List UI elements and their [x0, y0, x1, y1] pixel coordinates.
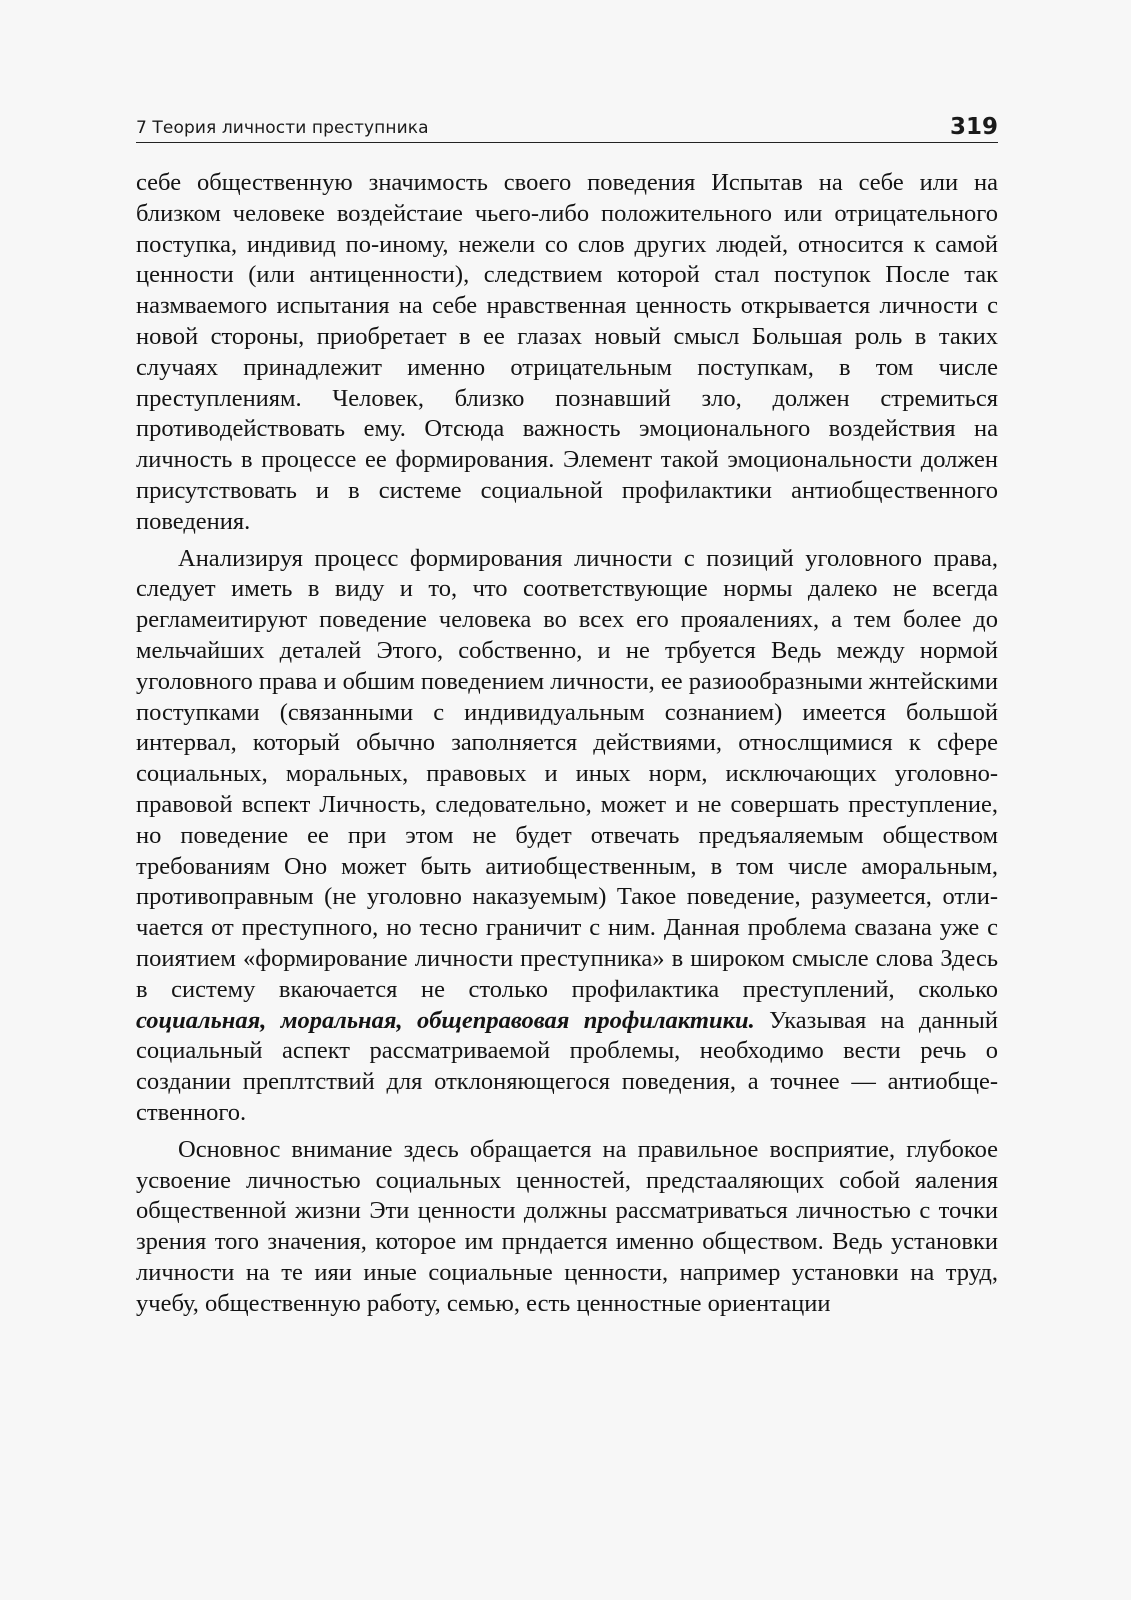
chapter-title: 7 Теория личности преступника [136, 118, 429, 138]
paragraph-2-end: Указывая на данный социальный аспект рассматриваемой проблемы, необходимо вести речь о создании преплтствий для отклоняющегося поведения, а точнее — антиобщественного. [136, 1006, 998, 1126]
running-header [136, 112, 998, 143]
paragraph-2 [136, 544, 998, 1129]
paragraph-1: себе общественную значимость своего поведения Испытав на себе или на близком человеке воздейстаие чьего-либо положительного или отрицательного поступка, индивид по-иному, нежели со слов других людей, относится к самой ценности (или антиценности), следствием которой стал поступок После так назмваемого испытания на себе нравственная ценность открывается личности с новой стороны, приобретает в ее глазах новый смысл Большая роль в таких случаях принадлежит именно отрицательным поступкам, в том числе преступлениям. Человек, близко познавший зло, должен стремиться противодействовать ему. Отсюда важность эмоционального воздействия на личность в процессе ее формирования. Элемент такой эмоциональности должен присутствовать и в системе социальной профилактики антиобщественного поведения. [136, 169, 998, 535]
emphasized-phrase: социальная, моральная, общеправовая профилактики. [136, 1006, 755, 1034]
body-text [136, 168, 998, 1319]
paragraph-2-start: Анализируя процесс формирования личности с позиций уголовного права, следует иметь в виду и то, что соответствующие нормы далеко не всегда регламеитируют поведение человека во всех его прояалениях, а тем более до мельчайших деталей Этого, собственно, и не трбуется Ведь между нормой уголовного права и обшим поведением личности, ее разиообразными жнтейскими поступками (связанными с индивидуальным сознанием) имеется большой интервал, который обычно заполняется действиями, относлщимися к сфере социальных, моральных, правовых и иных норм, исключающих уголовно-правовой вспект Личность, следовательно, может и не совершать преступление, но поведение ее при этом не будет отвечать предъяаляемым обществом требованиям Оно может быть аитиобщественным, в том числе аморальным, противоправным (не уголовно наказуемым) Такое поведение, разумеется, отличается от преступного, но тесно граничит с ним. Данная проблема свазана уже с поиятием «формирование личности преступника» в широком смысле слова Здесь в систему вкаючается не столько профилактика преступлений, сколько [136, 544, 998, 1003]
paragraph-3: Основнос внимание здесь обращается на правильное восприятие, глубокое усвоение личностью социальных ценностей, предстааляющих собой яаления общественной жизни Эти ценности должны рассматриваться личностью с точки зрения того значения, которое им прндается именно обществом. Ведь установки личности на те ияи иные социальные ценности, например установки на труд, учебу, общественную работу, семью, есть ценностные ориентации [136, 1135, 998, 1317]
page-number: 319 [949, 114, 998, 140]
